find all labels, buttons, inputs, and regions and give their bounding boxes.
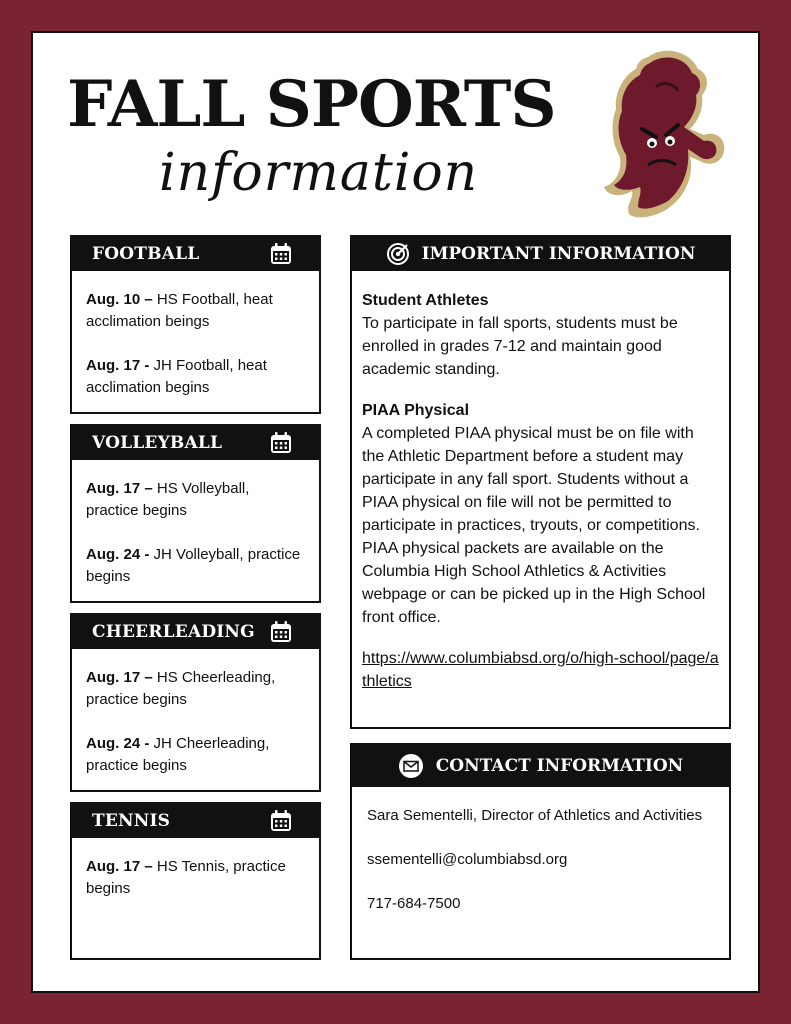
important-info-title: IMPORTANT INFORMATION bbox=[421, 244, 696, 264]
volleyball-card bbox=[70, 424, 321, 603]
football-header bbox=[72, 237, 319, 271]
tennis-card bbox=[70, 802, 321, 960]
contact-info-title: CONTACT INFORMATION bbox=[435, 756, 684, 776]
football-title: FOOTBALL bbox=[92, 244, 200, 264]
calendar-icon bbox=[269, 809, 293, 833]
contact-email[interactable]: ssementelli@columbiabsd.org bbox=[367, 851, 568, 868]
football-card bbox=[70, 235, 321, 414]
football-entry: Aug. 17 - JH Football, heat acclimation begins bbox=[86, 357, 267, 396]
contact-info-card bbox=[350, 743, 731, 960]
cheerleading-card bbox=[70, 613, 321, 792]
target-icon bbox=[386, 242, 410, 266]
important-info-header bbox=[352, 237, 729, 271]
cheerleading-entry: Aug. 24 - JH Cheerleading, practice begins bbox=[86, 735, 270, 774]
tennis-title: TENNIS bbox=[92, 811, 171, 831]
page-subtitle: information bbox=[159, 143, 479, 203]
envelope-icon bbox=[398, 753, 424, 779]
cheerleading-entry: Aug. 17 – HS Cheerleading, practice begins bbox=[86, 669, 276, 708]
piaa-physical-text: A completed PIAA physical must be on file with the Athletic Department before a student may participate in any fall sport. Students without a PIAA physical on file will not be permitted to participate in practices, tryouts, or competitions. PIAA physical packets are available on the Columbia High School Athletics & Activities webpage or can be picked up in the High School front office. bbox=[362, 425, 706, 626]
volleyball-header bbox=[72, 426, 319, 460]
tennis-header bbox=[72, 804, 319, 838]
volleyball-title: VOLLEYBALL bbox=[92, 433, 223, 453]
contact-phone: 717-684-7500 bbox=[367, 895, 461, 912]
mascot-logo-icon bbox=[586, 47, 736, 227]
piaa-physical-title: PIAA Physical bbox=[362, 402, 470, 419]
page-title: FALL SPORTS bbox=[67, 67, 556, 142]
cheerleading-header bbox=[72, 615, 319, 649]
calendar-icon bbox=[269, 431, 293, 455]
calendar-icon bbox=[269, 620, 293, 644]
student-athletes-text: To participate in fall sports, students must be enrolled in grades 7-12 and maintain good academic standing. bbox=[362, 315, 678, 378]
important-info-card bbox=[350, 235, 731, 729]
volleyball-entry: Aug. 17 – HS Volleyball, practice begins bbox=[86, 480, 250, 519]
student-athletes-title: Student Athletes bbox=[362, 292, 489, 309]
football-entry: Aug. 10 – HS Football, heat acclimation beings bbox=[86, 291, 273, 330]
tennis-entry: Aug. 17 – HS Tennis, practice begins bbox=[86, 858, 286, 897]
volleyball-entry: Aug. 24 - JH Volleyball, practice begins bbox=[86, 546, 301, 585]
contact-info-header bbox=[352, 745, 729, 787]
cheerleading-title: CHEERLEADING bbox=[92, 622, 255, 642]
contact-name: Sara Sementelli, Director of Athletics and Activities bbox=[367, 807, 703, 824]
athletics-link[interactable]: https://www.columbiabsd.org/o/high-school/page/athletics bbox=[362, 650, 719, 690]
flyer-page bbox=[31, 31, 760, 993]
calendar-icon bbox=[269, 242, 293, 266]
